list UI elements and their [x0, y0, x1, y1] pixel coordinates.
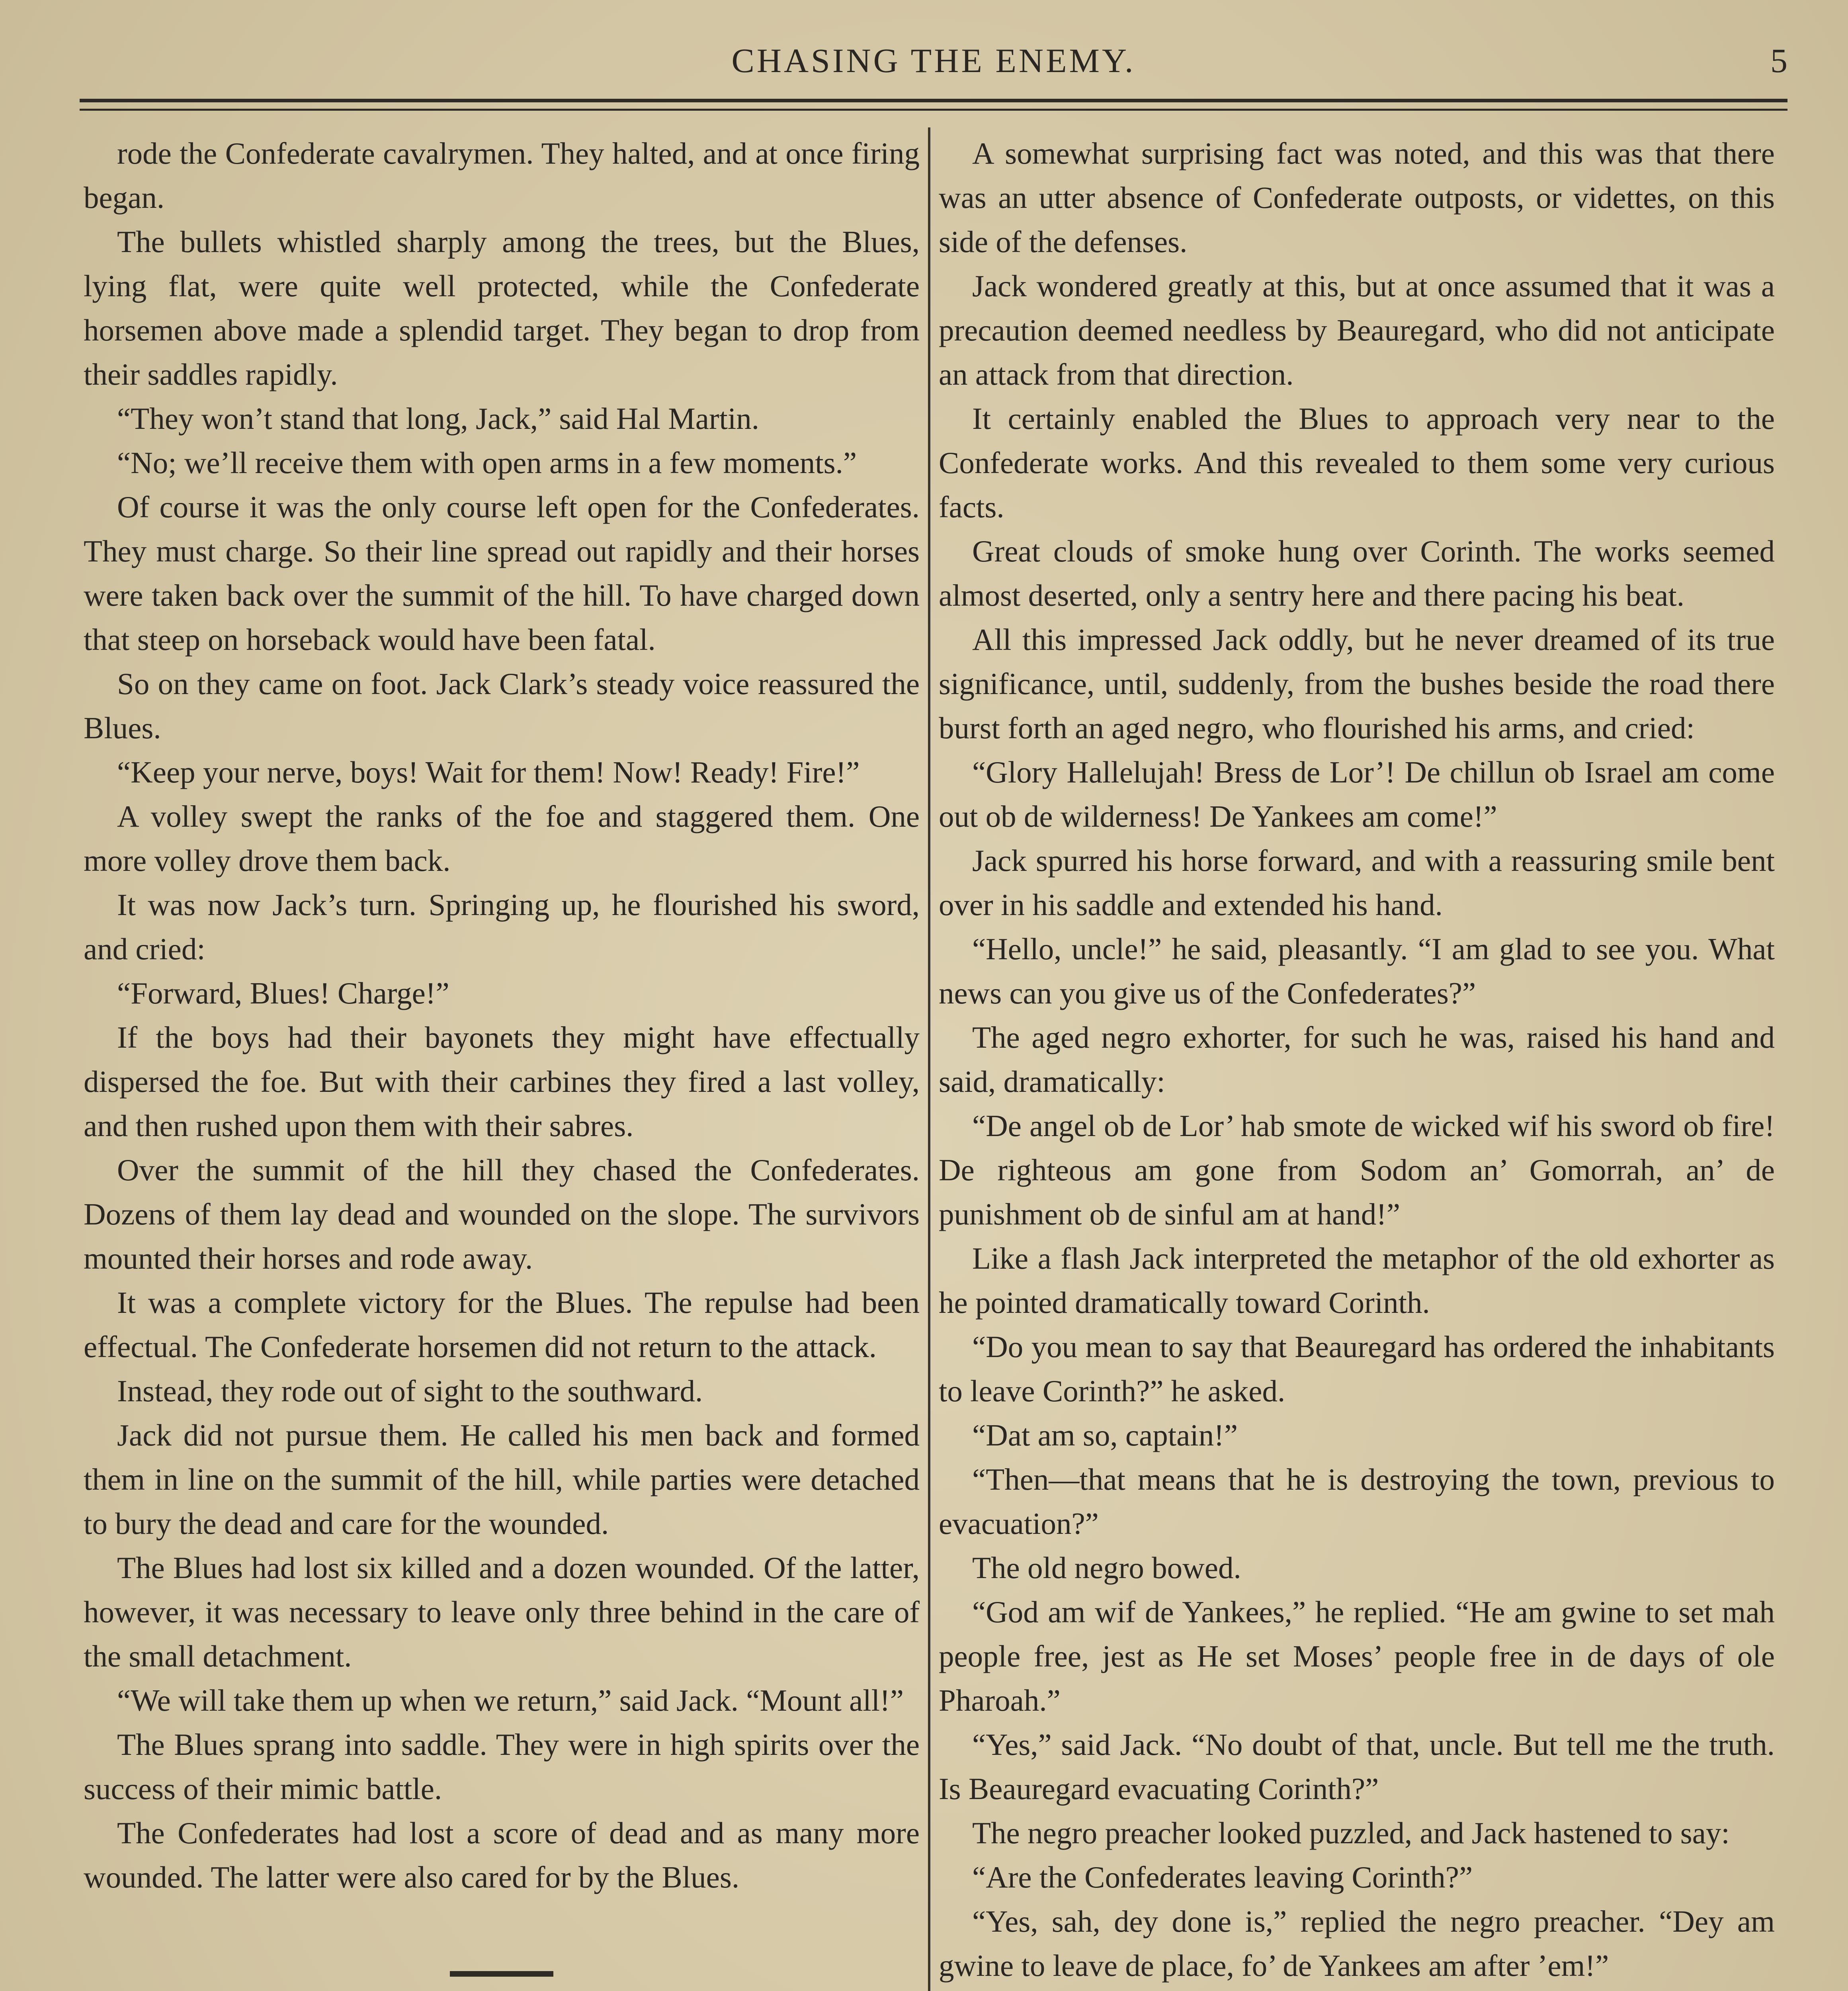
left-column-paragraphs [84, 131, 920, 1899]
page-header [80, 37, 1787, 96]
paragraph: “Then—that means that he is destroying the town, previous to evacuation?” [939, 1462, 1775, 1541]
paragraph: “De angel ob de Lor’ hab smote de wicked wif his sword ob fire! De righteous am gone from Sodom an’ Gomorrah, an’ de punishment ob de sinful am at hand!” [939, 1109, 1775, 1231]
paragraph: The old negro bowed. [972, 1551, 1241, 1585]
paragraph: Jack did not pursue them. He called his men back and formed them in line on the summit of the hill, while parties were detached to bury the dead and care for the wounded. [84, 1418, 920, 1541]
paragraph: “They won’t stand that long, Jack,” said Hal Martin. [117, 401, 760, 436]
paragraph: “Dat am so, captain!” [972, 1418, 1238, 1452]
paragraph: “Hello, uncle!” he said, pleasantly. “I am glad to see you. What news can you give us of the Confederates?” [939, 932, 1775, 1010]
paragraph: Jack spurred his horse forward, and with a reassuring smile bent over in his saddle and extended his hand. [939, 843, 1775, 922]
column-divider [928, 127, 930, 1991]
paragraph: rode the Confederate cavalrymen. They halted, and at once firing began. [84, 136, 920, 215]
paragraph: Like a flash Jack interpreted the metaphor of the old exhorter as he pointed dramatically toward Corinth. [939, 1241, 1775, 1320]
paragraph: It was a complete victory for the Blues. The repulse had been effectual. The Confederate horsemen did not return to the attack. [84, 1285, 920, 1364]
paragraph: A volley swept the ranks of the foe and staggered them. One more volley drove them back. [84, 799, 920, 878]
page-number: 5 [1770, 41, 1787, 80]
paragraph: “Forward, Blues! Charge!” [117, 976, 449, 1010]
paragraph: “Yes, sah, dey done is,” replied the negro preacher. “Dey am gwine to leave de place, fo’ de Yankees am after ’em!” [939, 1904, 1775, 1983]
paragraph: The Confederates had lost a score of dead and as many more wounded. The latter were also cared for by the Blues. [84, 1816, 920, 1894]
paragraph: “No; we’ll receive them with open arms in a few moments.” [117, 446, 857, 480]
paragraph: The Blues had lost six killed and a dozen wounded. Of the latter, however, it was necessary to leave only three behind in the care of the small detachment. [84, 1551, 920, 1673]
paragraph: Jack wondered greatly at this, but at once assumed that it was a precaution deemed needless by Beauregard, who did not anticipate an attack from that direction. [939, 269, 1775, 391]
paragraph: A somewhat surprising fact was noted, and this was that there was an utter absence of Confederate outposts, or videttes, on this side of the defenses. [939, 136, 1775, 259]
paragraph: “Yes,” said Jack. “No doubt of that, uncle. But tell me the truth. Is Beauregard evacuating Corinth?” [939, 1727, 1775, 1806]
paragraph: Great clouds of smoke hung over Corinth. The works seemed almost deserted, only a sentry here and there pacing his beat. [939, 534, 1775, 612]
paragraph: “Are the Confederates leaving Corinth?” [972, 1860, 1473, 1894]
header-rule-thick [80, 99, 1787, 102]
paragraph: “We will take them up when we return,” said Jack. “Mount all!” [117, 1683, 904, 1717]
right-column [939, 131, 1775, 1991]
paragraph: So on they came on foot. Jack Clark’s steady voice reassured the Blues. [84, 667, 920, 745]
paragraph: If the boys had their bayonets they might have effectually dispersed the foe. But with their carbines they fired a last volley, and then rushed upon them with their sabres. [84, 1020, 920, 1143]
paragraph: It was now Jack’s turn. Springing up, he flourished his sword, and cried: [84, 888, 920, 966]
paragraph: All this impressed Jack oddly, but he never dreamed of its true significance, until, suddenly, from the bushes beside the road there burst forth an aged negro, who flourished his arms, and cried: [939, 622, 1775, 745]
paragraph: The negro preacher looked puzzled, and Jack hastened to say: [972, 1816, 1730, 1850]
right-column-paragraphs [939, 131, 1775, 1991]
left-column [84, 131, 920, 1991]
paragraph: The aged negro exhorter, for such he was, raised his hand and said, dramatically: [939, 1020, 1775, 1099]
paragraph: Of course it was the only course left open for the Confederates. They must charge. So their line spread out rapidly and their horses were taken back over the summit of the hill. To have charged down that steep on horseback would have been fatal. [84, 490, 920, 657]
header-rule-thin [80, 109, 1787, 111]
paragraph: “Glory Hallelujah! Bress de Lor’! De chillun ob Israel am come out ob de wilderness! De Yankees am come!” [939, 755, 1775, 833]
paragraph: The bullets whistled sharply among the trees, but the Blues, lying flat, were quite well protected, while the Confederate horsemen above made a splendid target. They began to drop from their saddles rapidly. [84, 225, 920, 391]
running-title: CHASING THE ENEMY. [731, 41, 1136, 80]
paragraph: “Do you mean to say that Beauregard has ordered the inhabitants to leave Corinth?” he asked. [939, 1330, 1775, 1408]
paragraph [939, 1988, 1775, 1991]
section-divider [450, 1971, 553, 1977]
paragraph: The Blues sprang into saddle. They were in high spirits over the success of their mimic battle. [84, 1727, 920, 1806]
paragraph: Instead, they rode out of sight to the southward. [117, 1374, 703, 1408]
paragraph: “God am wif de Yankees,” he replied. “He am gwine to set mah people free, jest as He set Moses’ people free in de days of ole Pharoah.” [939, 1595, 1775, 1717]
paragraph: “Keep your nerve, boys! Wait for them! Now! Ready! Fire!” [117, 755, 860, 789]
paragraph: Over the summit of the hill they chased the Confederates. Dozens of them lay dead and wounded on the slope. The survivors mounted their horses and rode away. [84, 1153, 920, 1275]
paragraph: It certainly enabled the Blues to approach very near to the Confederate works. And this revealed to them some very curious facts. [939, 401, 1775, 524]
